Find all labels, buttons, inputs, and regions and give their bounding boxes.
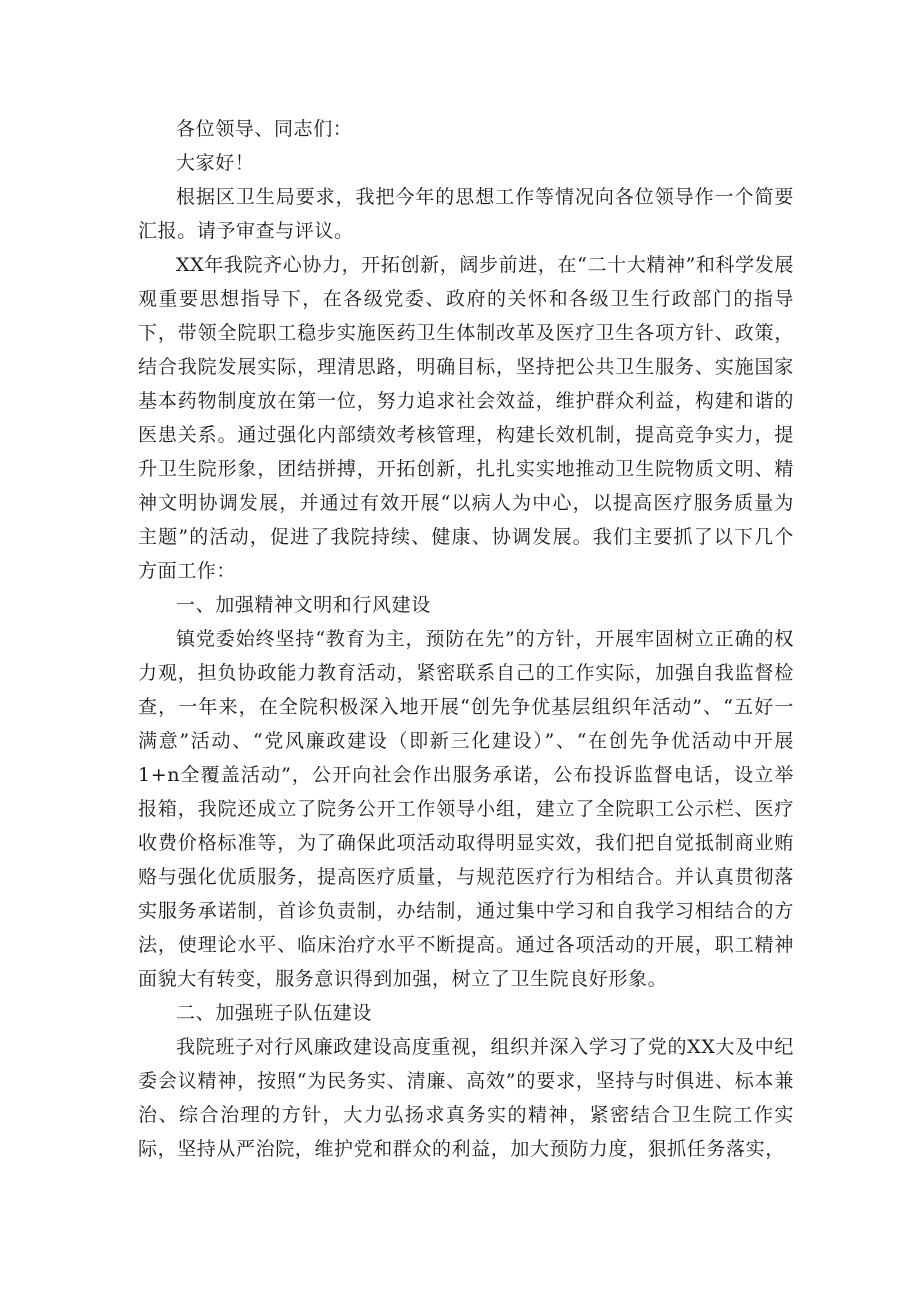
body-paragraph: 我院班子对行风廉政建设高度重视，组织并深入学习了党的XX大及中纪委会议精神，按照“为民务实、清廉、高效”的要求，坚持与时俱进、标本兼治、综合治理的方针，大力弘扬求真务实的精神，紧密结合卫生院工作实际，坚持从严治院，维护党和群众的利益，加大预防力度，狠抓任务落实， xyxy=(138,1036,794,1160)
body-paragraph: XX年我院齐心协力，开拓创新，阔步前进，在“二十大精神”和科学发展观重要思想指导下，在各级党委、政府的关怀和各级卫生行政部门的指导下，带领全院职工稳步实施医药卫生体制改革及医疗卫生各项方针、政策，结合我院发展实际，理清思路，明确目标，坚持把公共卫生服务、实施国家基本药物制度放在第一位，努力追求社会效益，维护群众利益，构建和谐的医患关系。通过强化内部绩效考核管理，构建长效机制，提高竞争实力，提升卫生院形象，团结拼搏，开拓创新，扎扎实实地推动卫生院物质文明、精神文明协调发展，并通过有效开展“以病人为中心，以提高医疗服务质量为主题”的活动，促进了我院持续、健康、协调发展。我们主要抓了以下几个方面工作： xyxy=(138,254,794,582)
body-paragraph: 根据区卫生局要求，我把今年的思想工作等情况向各位领导作一个简要汇报。请予审查与评议。 xyxy=(138,186,794,242)
section-heading: 一、加强精神文明和行风建设 xyxy=(176,594,431,616)
greeting: 大家好！ xyxy=(176,152,255,174)
body-paragraph: 镇党委始终坚持“教育为主，预防在先”的方针，开展牢固树立正确的权力观，担负协政能力教育活动，紧密联系自己的工作实际，加强自我监督检查，一年来，在全院积极深入地开展“创先争优基层组织年活动”、“五好一满意”活动、“党风廉政建设（即新三化建设）”、“在创先争优活动中开展1+n全覆盖活动”，公开向社会作出服务承诺，公布投诉监督电话，设立举报箱，我院还成立了院务公开工作领导小组，建立了全院职工公示栏、医疗收费价格标准等，为了确保此项活动取得明显实效，我们把自觉抵制商业贿赂与强化优质服务，提高医疗质量，与规范医疗行为相结合。并认真贯彻落实服务承诺制，首诊负责制，办结制，通过集中学习和自我学习相结合的方法，使理论水平、临床治疗水平不断提高。通过各项活动的开展，职工精神面貌大有转变，服务意识得到加强，树立了卫生院良好形象。 xyxy=(138,628,794,990)
salutation: 各位领导、同志们： xyxy=(176,118,353,140)
section-heading: 二、加强班子队伍建设 xyxy=(176,1002,373,1024)
document-body xyxy=(138,112,794,1166)
